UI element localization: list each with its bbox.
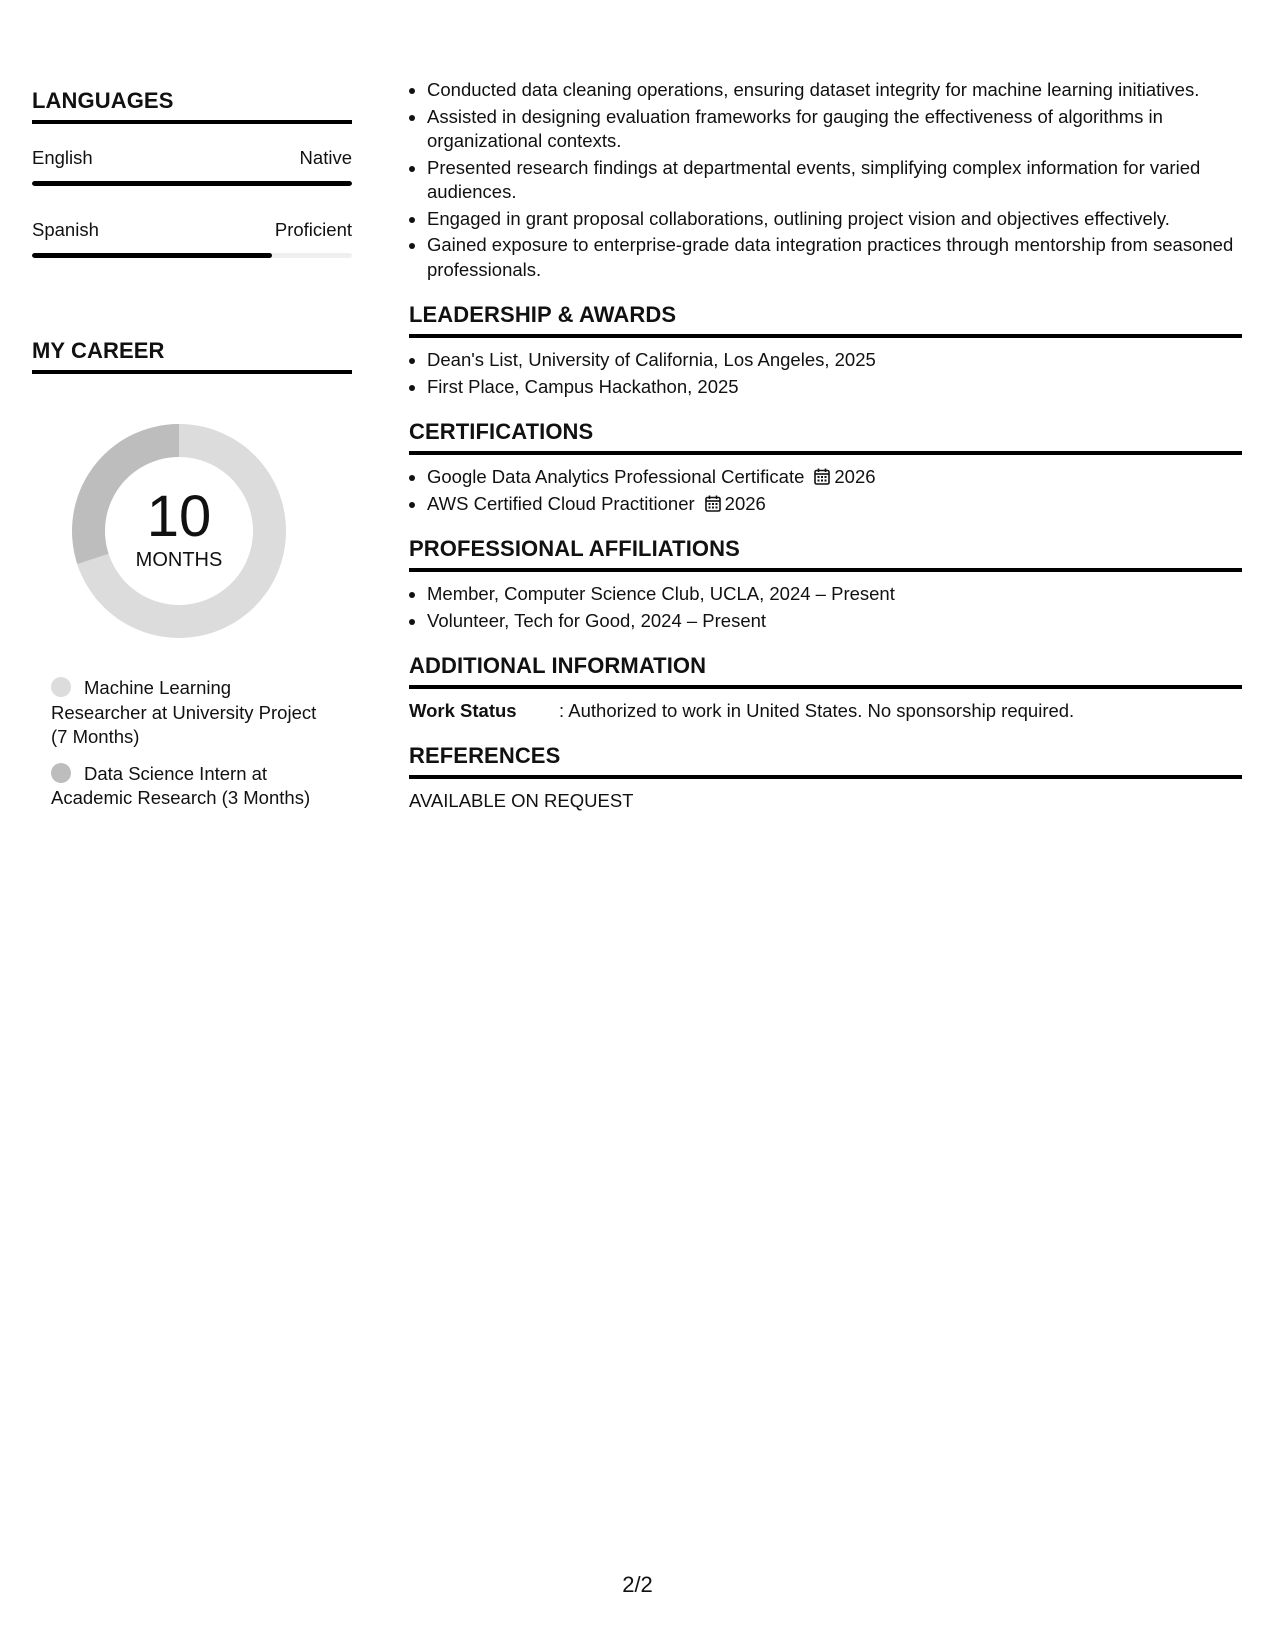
languages-section — [32, 88, 352, 258]
work-status-label: Work Status — [409, 700, 517, 721]
calendar-icon — [814, 468, 830, 485]
certification-item — [427, 465, 1242, 490]
language-proficiency-bar — [32, 253, 352, 258]
additional-info-heading: ADDITIONAL INFORMATION — [409, 653, 1242, 689]
language-name: English — [32, 147, 93, 168]
legend-dot — [51, 677, 71, 697]
experience-bullet: • Conducted data cleaning operations, ensuring dataset integrity for machine learning initiatives. — [427, 78, 1242, 103]
affiliation-item: • Member, Computer Science Club, UCLA, 2024 – Present — [427, 582, 1242, 607]
right-column — [409, 78, 1242, 813]
certifications-list — [409, 465, 1242, 516]
language-english — [32, 146, 352, 186]
additional-info-section — [409, 653, 1242, 723]
affiliations-heading: PROFESSIONAL AFFILIATIONS — [409, 536, 1242, 572]
certifications-heading: CERTIFICATIONS — [409, 419, 1242, 455]
references-text: AVAILABLE ON REQUEST — [409, 790, 634, 811]
awards-list — [409, 348, 1242, 399]
language-proficiency-fill — [32, 181, 352, 186]
legend-dot — [51, 763, 71, 783]
language-proficiency-bar — [32, 181, 352, 186]
certification-name: AWS Certified Cloud Practitioner — [427, 492, 695, 514]
career-heading: MY CAREER — [32, 338, 352, 374]
affiliations-section — [409, 536, 1242, 633]
work-status-row — [409, 699, 1242, 723]
experience-bullet: • Engaged in grant proposal collaborations, outlining project vision and objectives effectively. — [427, 207, 1242, 232]
legend-label: Data Science Intern at Academic Research (3 Months) — [51, 762, 311, 808]
page-number: 2/2 — [622, 1572, 653, 1597]
affiliation-item: • Volunteer, Tech for Good, 2024 – Present — [427, 609, 1242, 634]
languages-heading: LANGUAGES — [32, 88, 352, 124]
references-heading: REFERENCES — [409, 743, 1242, 779]
career-total-unit: MONTHS — [135, 549, 223, 571]
references-section — [409, 743, 1242, 813]
career-legend — [51, 676, 326, 811]
award-item: • Dean's List, University of California, Los Angeles, 2025 — [427, 348, 1242, 373]
language-level: Proficient — [274, 219, 352, 240]
certification-name: Google Data Analytics Professional Certificate — [427, 466, 805, 487]
work-status-value: : Authorized to work in United States. No sponsorship required. — [559, 700, 1075, 721]
career-donut-chart — [64, 416, 294, 646]
certifications-section — [409, 419, 1242, 516]
career-section — [32, 338, 352, 811]
legend-item — [51, 762, 326, 811]
left-column — [32, 88, 352, 823]
career-total-number: 10 — [146, 484, 212, 549]
language-proficiency-fill — [32, 253, 272, 258]
language-name: Spanish — [32, 219, 99, 240]
certification-item — [427, 492, 1242, 517]
awards-heading: LEADERSHIP & AWARDS — [409, 302, 1242, 338]
calendar-icon — [705, 495, 721, 512]
experience-bullet: • Gained exposure to enterprise-grade data integration practices through mentorship from seasoned professionals. — [427, 233, 1242, 282]
legend-item — [51, 676, 326, 750]
certification-year: 2026 — [834, 466, 876, 487]
certification-year: 2026 — [724, 492, 766, 514]
experience-bullet-list — [409, 78, 1242, 282]
legend-label: Machine Learning Researcher at University Project (7 Months) — [51, 677, 317, 747]
award-item: • First Place, Campus Hackathon, 2025 — [427, 375, 1242, 400]
affiliations-list — [409, 582, 1242, 633]
experience-bullet: • Assisted in designing evaluation frameworks for gauging the effectiveness of algorithms in organizational contexts. — [427, 105, 1242, 154]
experience-bullet: • Presented research findings at departmental events, simplifying complex information for varied audiences. — [427, 156, 1242, 205]
language-spanish — [32, 218, 352, 258]
awards-section — [409, 302, 1242, 399]
language-level: Native — [299, 147, 352, 168]
